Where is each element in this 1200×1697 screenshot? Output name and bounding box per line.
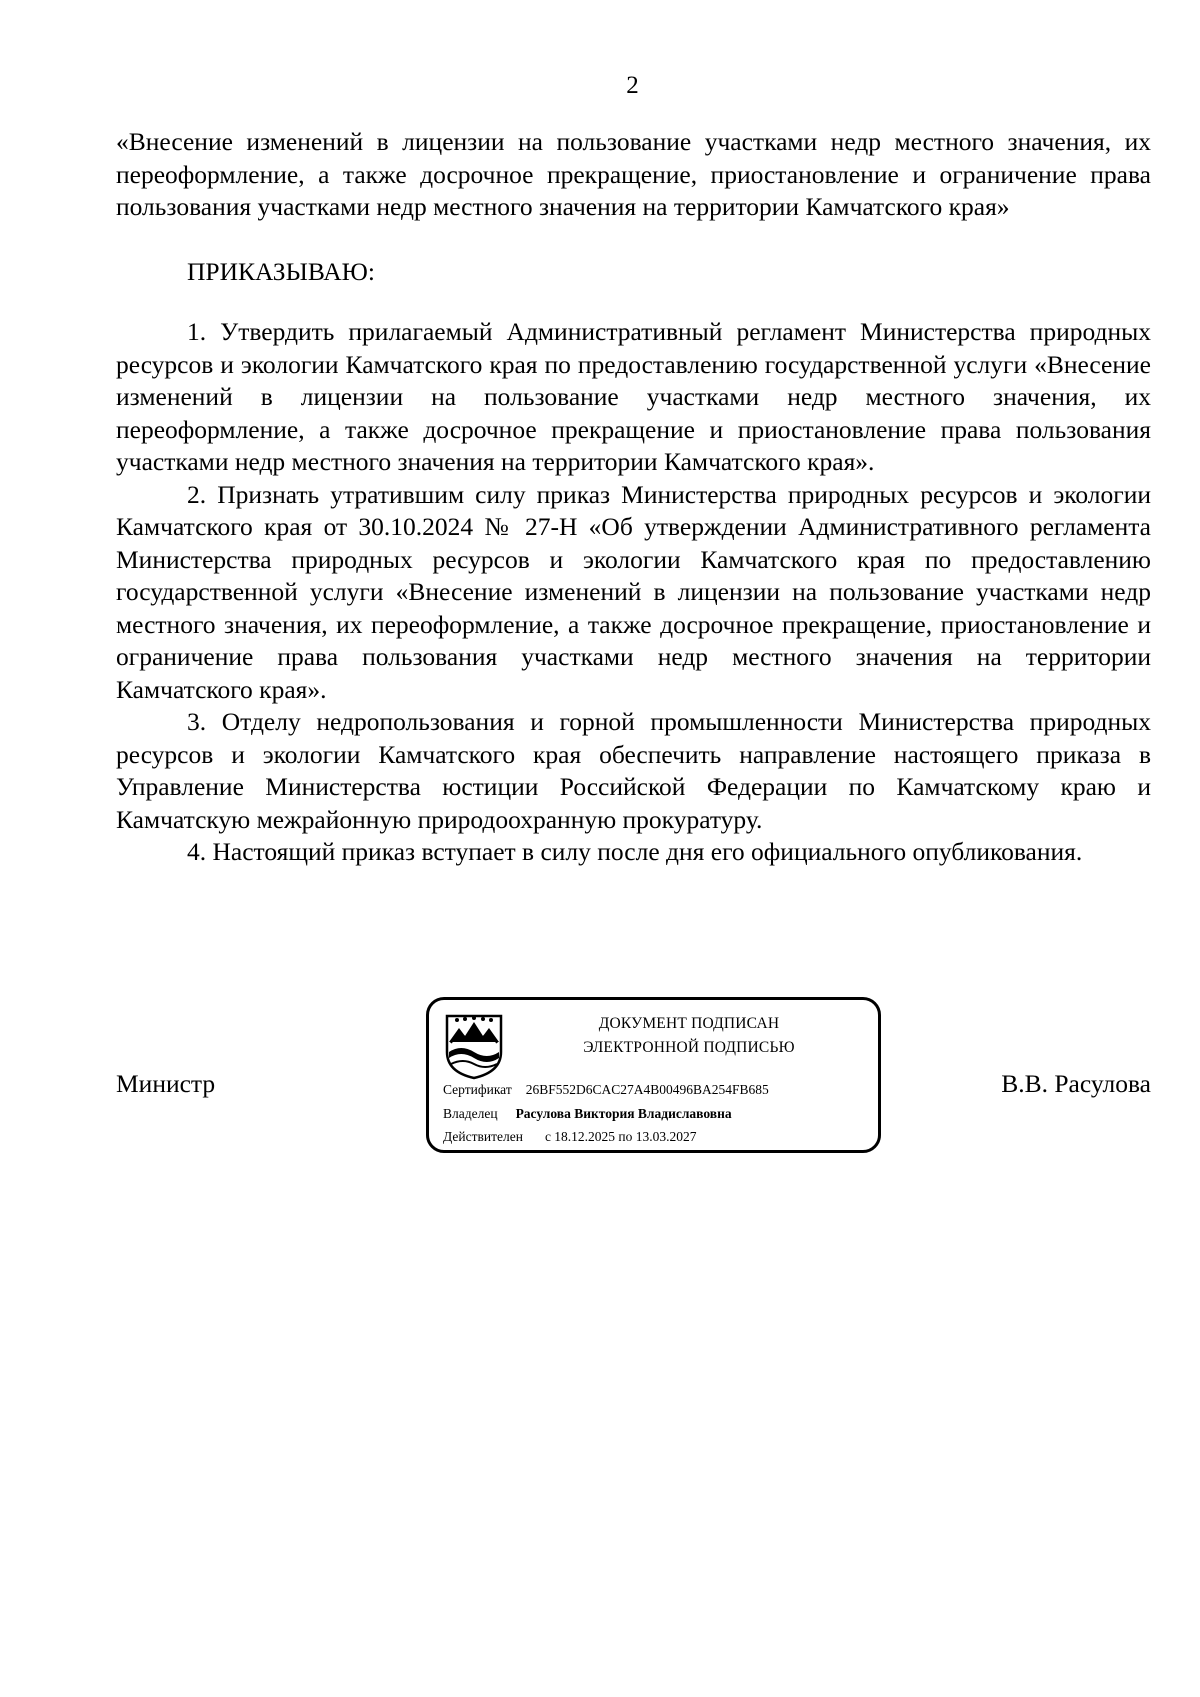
kamchatka-emblem-icon bbox=[443, 1012, 505, 1080]
signature-block bbox=[0, 997, 1200, 1167]
page-number: 2 bbox=[626, 72, 639, 99]
stamp-validity-row bbox=[443, 1129, 697, 1145]
order-item-1: 1. Утвердить прилагаемый Административный регламент Министерства природных ресурсов и экологии Камчатского края по предоставлению государственной услуги «Внесение изменений в лицензии на пользование участками недр местного значения, их переоформление, а также досрочное прекращение и приостановление права пользования участками недр местного значения на территории Камчатского края». bbox=[116, 317, 1151, 476]
signatory-name: В.В. Расулова bbox=[1001, 1069, 1151, 1098]
order-item-3: 3. Отделу недропользования и горной промышленности Министерства природных ресурсов и экологии Камчатского края обеспечить направление настоящего приказа в Управление Министерства юстиции Российской Федерации по Камчатскому краю и Камчатскую межрайонную природоохранную прокуратуру. bbox=[116, 707, 1151, 834]
stamp-title-line-2: ЭЛЕКТРОННОЙ ПОДПИСЬЮ bbox=[583, 1039, 795, 1056]
electronic-signature-stamp bbox=[426, 997, 881, 1153]
intro-paragraph: «Внесение изменений в лицензии на пользование участками недр местного значения, их переоформление, а также досрочное прекращение, приостановление и ограничение права пользования участками недр местного значения на территории Камчатского края» bbox=[116, 127, 1151, 221]
validity-label: Действителен bbox=[443, 1129, 523, 1144]
certificate-value: 26BF552D6CAC27A4B00496BA254FB685 bbox=[525, 1082, 769, 1097]
stamp-title bbox=[539, 1012, 839, 1060]
stamp-title-line-1: ДОКУМЕНТ ПОДПИСАН bbox=[598, 1015, 780, 1032]
owner-label: Владелец bbox=[443, 1106, 498, 1121]
order-item-2: 2. Признать утратившим силу приказ Министерства природных ресурсов и экологии Камчатского края от 30.10.2024 № 27-Н «Об утверждении Административного регламента Министерства природных ресурсов и экологии Камчатского края по предоставлению государственной услуги «Внесение изменений в лицензии на пользование участками недр местного значения, их переоформление, а также досрочное прекращение, приостановление и ограничение права пользования участками недр местного значения на территории Камчатского края». bbox=[116, 479, 1151, 704]
signatory-position: Министр bbox=[116, 1069, 216, 1098]
certificate-label: Сертификат bbox=[443, 1082, 512, 1097]
validity-value: с 18.12.2025 по 13.03.2027 bbox=[544, 1129, 697, 1144]
order-word: ПРИКАЗЫВАЮ: bbox=[187, 256, 375, 286]
order-item-4: 4. Настоящий приказ вступает в силу после дня его официального опубликования. bbox=[187, 837, 1083, 866]
owner-value: Расулова Виктория Владиславовна bbox=[515, 1106, 732, 1121]
document-body bbox=[116, 126, 1151, 869]
stamp-owner-row bbox=[443, 1106, 732, 1122]
stamp-certificate-row bbox=[443, 1082, 769, 1098]
